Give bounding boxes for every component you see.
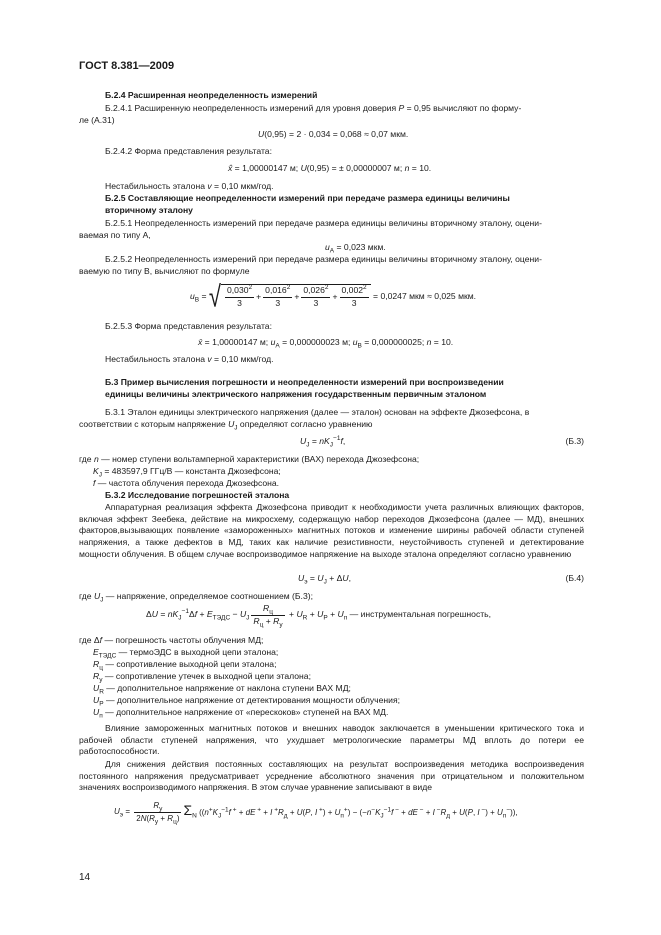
paragraph-b241-cont: ле (А.31) (79, 115, 115, 125)
section-title-b24: Б.2.4 Расширенная неопределенность измерений (105, 90, 318, 100)
instability-b25: Нестабильность эталона v = 0,10 мкм/год. (105, 354, 274, 364)
paragraph-b31-cont: соответствии с которым напряжение $U_J$ определяют согласно уравнению (79, 419, 373, 432)
sqrt-icon: √ (208, 279, 221, 314)
equation-delta-u: $\Delta U = nK_J^{-1}\Delta f + E_{ТЭДС} - U_J$ $\frac{R_ц}{R_ц + R_у}$ + $U_R + U_P + U_п$ — инструментальная погрешность, (146, 603, 492, 629)
section-title-b25: Б.2.5 Составляющие неопределенности измерений при передаче размера единицы величины (105, 193, 510, 203)
section-title-b3-cont: единицы величины электрического напряжения государственным первичным эталоном (105, 389, 487, 399)
section-title-b3: Б.3 Пример вычисления погрешности и неопределенности измерений при воспроизведении (105, 377, 504, 387)
equation-result-b242: x̂ = 1,00000147 м; U(0,95) = ± 0,00000007 м; n = 10. (228, 163, 432, 173)
equation-b4: $U_э = U_J + \Delta U$, (298, 573, 351, 586)
equation-u095: U(0,95) = 2 · 0,034 = 0,068 ≈ 0,07 мкм. (258, 129, 409, 139)
section-title-b32: Б.3.2 Исследование погрешностей эталона (105, 490, 290, 500)
paragraph-b252: Б.2.5.2 Неопределенность измерений при передаче размера единицы величины вторичному эталону, оцени- (105, 254, 542, 264)
where-item-df: где Δf — погрешность частоты облучения МД; (79, 635, 264, 645)
where-n: где n — номер ступени вольтамперной характеристики (ВАХ) перехода Джозефсона; (79, 454, 420, 464)
where-f: f — частота облучения перехода Джозефсона. (93, 478, 280, 488)
where-kj: $K_J = 483597,9$ ГГц/В — константа Джозефсона; (93, 466, 281, 479)
where-item-up: $U_P$ — дополнительное напряжение от детектирования мощности облучения; (93, 695, 401, 708)
equation-ua: $u_A = 0,023$ мкм. (325, 242, 386, 255)
page-header: ГОСТ 8.381—2009 (79, 60, 175, 72)
where-item-ur: $U_R$ — дополнительное напряжение от наклона ступени ВАХ МД; (93, 683, 351, 696)
equation-label-b3: (Б.3) (565, 436, 584, 446)
equation-label-b4: (Б.4) (565, 573, 584, 583)
where-item-ry: $R_у$ — сопротивление утечек в выходной цепи эталона; (93, 671, 311, 684)
equation-ub: $u_B$ = √ $\frac{0,030^2}{3}$ + $\frac{0,016^2}{3}$ + $\frac{0,026^2}{3}$ + $\frac{0,002^2}{3}$ = 0,0247 мкм ≈ 0,025 мкм. (190, 279, 477, 314)
paragraph-reduce: Для снижения действия постоянных составляющих на результат воспроизведения методика воспроизведения постоянного напряжения предусматривает усреднение абсолютного значения при отрицательном и положительном значениях воспроизводимого напряжения. В этом случае уравнение записывают в виде (79, 759, 584, 793)
where-item-un: $U_п$ — дополнительное напряжение от «перескоков» ступеней на ВАХ МД. (93, 707, 389, 720)
where-item-e: $E_{ТЭДС}$ — термоЭДС в выходной цепи эталона; (93, 647, 279, 660)
equation-b3: $U_J = nK_J^{-1}f$, (300, 435, 346, 449)
where-uj: где $U_J$ — напряжение, определяемое соотношением (Б.3); (79, 591, 313, 604)
where-item-rc: $R_ц$ — сопротивление выходной цепи эталона; (93, 659, 277, 672)
paragraph-influence: Влияние замороженных магнитных потоков и внешних наводок заключается в уменьшении критического тока и рабочей области ступеней напряжения, что ухудшает метрологические параметры МД вплоть до потери ее работоспособности. (79, 723, 584, 757)
paragraph-b253: Б.2.5.3 Форма представления результата: (105, 321, 272, 331)
paragraph-b31: Б.3.1 Эталон единицы электрического напряжения (далее — эталон) основан на эффекте Джозефсона, в (105, 407, 530, 417)
instability-b24: Нестабильность эталона v = 0,10 мкм/год. (105, 181, 274, 191)
equation-result-b253: x̄ = 1,00000147 м; $u_A = 0,000000023$ м; $u_B = 0,000000025$; n = 10. (198, 337, 454, 350)
equation-averaged: $U_э$ = $\frac{R_у}{2N(R_у + R_ц)}$ $\Sigma_N$ (($n^+K_J^{-1}f$ + + dE + + I $^+R_д + U(P$, I $^+) + U_п^+) - (-n^-K_J^{-1}f$ − + dE − + I $^-R_д + U(P$, I $^-) + U_п^-$)), (114, 801, 518, 826)
paragraph-b32: Аппаратурная реализация эффекта Джозефсона приводит к необходимости учета различных влияющих факторов, включая эффект Зеебека, действие на микросхему, содержащую набор переходов Джозефсона (далее — МД), внешних факторов,вызывающих появление «замороженных» магнитных потоков и изменение ширины рабочей области ступеней напряжения, а также дефектов в МД, таких как наличие резистивности, неустойчивость ступеней и детектирование мощности облучения. В общем случае воспроизводимое напряжение на выходе эталона определяют согласно уравнению (79, 502, 584, 559)
paragraph-b251-cont: ваемая по типу А, (79, 230, 151, 240)
paragraph-b251: Б.2.5.1 Неопределенность измерений при передаче размера единицы величины вторичному эталону, оцени- (105, 218, 542, 228)
paragraph-b242: Б.2.4.2 Форма представления результата: (105, 146, 272, 156)
paragraph-b252-cont: ваемую по типу В, вычисляют по формуле (79, 266, 250, 276)
section-title-b25-cont: вторичному эталону (105, 205, 193, 215)
page-number: 14 (79, 872, 91, 883)
paragraph-b241: Б.2.4.1 Расширенную неопределенность измерений для уровня доверия P = 0,95 вычисляют по форму- (105, 103, 522, 113)
